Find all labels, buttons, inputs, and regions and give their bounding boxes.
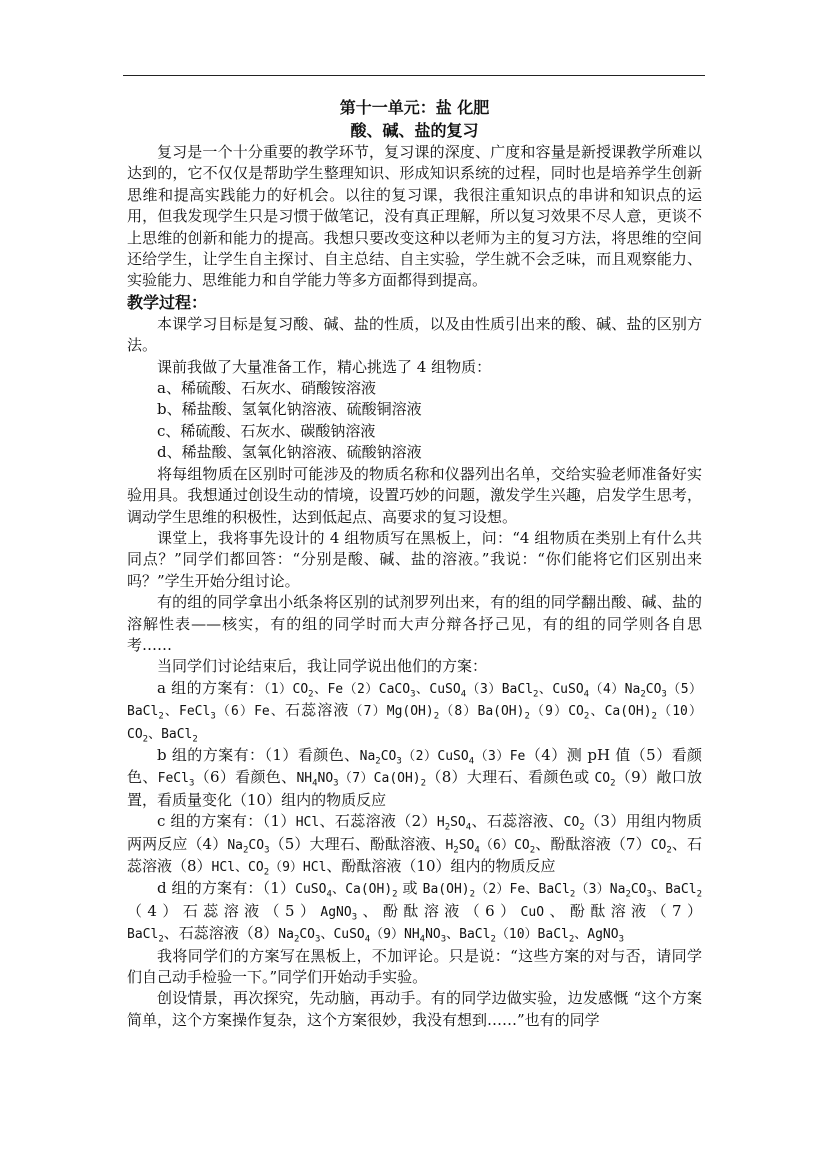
plan-d-paragraph: d 组的方案有：（1）CuSO$_4$、$Ca(OH)_2$ 或 $Ba(OH)_2(2)Fe$、$BaCl_2(3)Na_2CO_3$、BaCl$_2$（4）石蕊溶液（5）AgNO$_3$、酚酞溶液（6）CuO、酚酞溶液（7）BaCl$_2$、石蕊溶液$(8)Na_2CO_3$、$CuSO_4(9)NH_4NO_3$、BaCl$_2$（10）BaCl$_2$、AgNO$_3$ xyxy=(127,879,703,945)
group-item-d: d、稀盐酸、氢氧化钠溶液、硫酸钠溶液 xyxy=(157,443,422,462)
document-page xyxy=(127,96,702,1031)
discuss-paragraph: 有的组的同学拿出小纸条将区别的试剂罗列出来，有的组的同学翻出酸、碱、盐的溶解性表——核实，有的组的同学时而大声分辩各抒己见，有的组的同学则各自思考…… xyxy=(127,593,702,654)
group-item-b: b、稀盐酸、氢氧化钠溶液、硫酸铜溶液 xyxy=(157,400,422,419)
after-paragraph: 当同学们讨论结束后，我让同学说出他们的方案： xyxy=(157,657,488,676)
header-rule xyxy=(123,75,705,76)
class-paragraph: 课堂上，我将事先设计的 4 组物质写在黑板上，问：“4 组物质在类别上有什么共同点？”同学们都回答：“分别是酸、碱、盐的溶液。”我说：“你们能将它们区别出来吗？”学生开始分组讨论。 xyxy=(127,528,702,590)
plan-c-label: c 组的方案有： xyxy=(157,812,263,831)
end-paragraph: 创设情景，再次探究，先动脑，再动手。有的同学边做实验，边发感慨 “这个方案简单，这个方案操作复杂，这个方案很妙，我没有想到……”也有的同学 xyxy=(127,989,702,1029)
goal-paragraph: 本课学习目标是复习酸、碱、盐的性质，以及由性质引出来的酸、碱、盐的区别方法。 xyxy=(127,314,702,355)
plan-a-paragraph: a 组的方案有：$(1)CO_2$、Fe（2）CaCO$_3$、CuSO$_4$（3）BaCl$_2$、$CuSO_4(4)Na_2CO_3(5)BaCl_2$、FeCl$_3$（6）Fe、石蕊溶液$(7)Mg(OH)_2(8)Ba(OH)_2(9)CO_2$、$Ca(OH)_2(10)CO_2$、BaCl$_2$ xyxy=(127,678,703,745)
board-paragraph: 我将同学们的方案写在黑板上，不加评论。只是说：“这些方案的对与否，请同学们自己动手检验一下。”同学们开始动手实验。 xyxy=(127,946,702,987)
section-heading: 教学过程： xyxy=(127,292,208,312)
plan-d-label: d 组的方案有： xyxy=(157,879,263,898)
intro-paragraph: 复习是一个十分重要的教学环节，复习课的深度、广度和容量是新授课教学所难以达到的，它不仅仅是帮助学生整理知识、形成知识系统的过程，同时也是培养学生创新思维和提高实践能力的好机会。以往的复习课，我很注重知识点的串讲和知识点的运用，但我发现学生只是习惯于做笔记，没有真正理解，所以复习效果不尽人意，更谈不上思维的创新和能力的提高。我想只要改变这种以老师为主的复习方法，将思维的空间还给学生，让学生自主探讨、自主总结、自主实验，学生就不会乏味，而且观察能力、实验能力、思维能力和自学能力等多方面都得到提高。 xyxy=(127,143,702,290)
group-item-a: a、稀硫酸、石灰水、硝酸铵溶液 xyxy=(157,379,376,398)
prep-paragraph: 课前我做了大量准备工作，精心挑选了 4 组物质： xyxy=(157,357,492,376)
plan-b-paragraph: b 组的方案有：（1）看颜色、$Na_2CO_3(2)CuSO_4(3)Fe(4)$测 pH 值（5）看颜色、FeCl$_3$（6）看颜色、$NH_4NO_3(7)Ca(OH)_2(8)$大理石、看颜色或 $CO_2(9)$敞口放置，看质量变化（10）组内的物质反应 xyxy=(127,745,703,809)
document-subtitle: 酸、碱、盐的复习 xyxy=(350,121,479,140)
group-item-c: c、稀硫酸、石灰水、碳酸钠溶液 xyxy=(157,421,376,440)
plan-a-label: a 组的方案有： xyxy=(157,678,264,697)
plan-c-paragraph: c 组的方案有：（1）HCl、石蕊溶液$(2)H_2SO_4$、石蕊溶液、$CO_2(3)$用组内物质两两反应$(4)Na_2CO_3(5)$大理石、酚酞溶液、$H_2SO_4(6)CO_2$、酚酞溶液$(7)CO_2$、石蕊溶液（8）HCl、$CO_2(9)HCl$、酚酞溶液（10）组内的物质反应 xyxy=(127,812,703,878)
document-title: 第十一单元：盐 化肥 xyxy=(339,98,490,117)
plan-b-label: b 组的方案有： xyxy=(157,745,265,764)
list-paragraph: 将每组物质在区别时可能涉及的物质名称和仪器列出名单，交给实验老师准备好实验用具。我想通过创设生动的情境，设置巧妙的问题，激发学生兴趣，启发学生思考，调动学生思维的积极性，达到低起点、高要求的复习设想。 xyxy=(127,464,702,526)
